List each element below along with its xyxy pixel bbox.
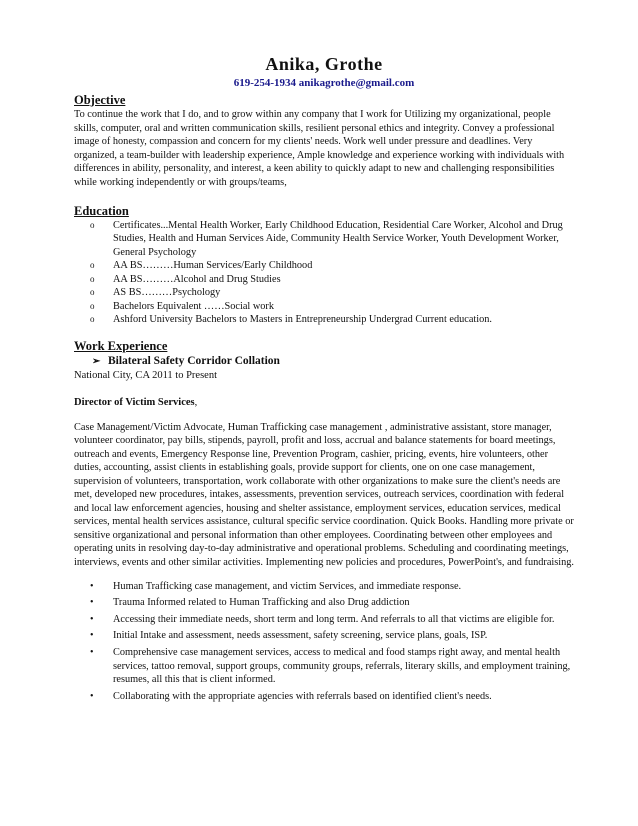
arrow-bullet-icon: ➢ bbox=[92, 355, 101, 367]
circle-bullet-icon: o bbox=[90, 314, 95, 325]
circle-bullet-icon: o bbox=[90, 260, 95, 271]
objective-text: To continue the work that I do, and to grow within any company that I work for Utilizing my organizational, people skills, computer, oral and written communication skills, resilient personal ethics and integrity. Convey a professional image of honesty, compassion and concern for my clients' needs. Work well under pressure and deadlines. Very organized, a team-builder with leadership experience, Ample knowledge and experience working with individuals with differences in ability, personality, and interest, a keen ability to quickly adapt to new and challenging responsibilities while working independently or with groups/teams, bbox=[74, 109, 565, 188]
duties-list bbox=[88, 580, 574, 704]
education-title: Education bbox=[74, 203, 129, 218]
duty-item: • Trauma Informed related to Human Trafficking and also Drug addiction bbox=[90, 597, 410, 609]
duty-item: • Initial Intake and assessment, needs assessment, safety screening, service plans, goals, ISP. bbox=[90, 630, 488, 642]
work-experience-title: Work Experience bbox=[74, 338, 168, 353]
objective-title: Objective bbox=[74, 93, 126, 107]
education-item: o AS BS………Psychology bbox=[90, 287, 221, 299]
job-role: Director of Victim Services, bbox=[74, 396, 198, 408]
employer-heading bbox=[92, 354, 574, 369]
disc-bullet-icon: • bbox=[90, 646, 94, 658]
education-item: o Certificates...Mental Health Worker, Early Childhood Education, Residential Care Worker, Alcohol and Drug Studies, Health and Human Services Aide, Community Health Service Worker, Youth Development Worker, General Psychology bbox=[90, 219, 563, 258]
duty-item: • Collaborating with the appropriate agencies with referrals based on identified client's needs. bbox=[90, 690, 492, 702]
resume-page bbox=[74, 54, 574, 706]
candidate-name: Anika, Grothe bbox=[265, 54, 383, 74]
disc-bullet-icon: • bbox=[90, 597, 94, 609]
disc-bullet-icon: • bbox=[90, 630, 94, 642]
education-item: o Bachelors Equivalent ……Social work bbox=[90, 300, 274, 312]
job-description: Case Management/Victim Advocate, Human Trafficking case management , administrative assistant, store manager, volunteer coordinator, pay bills, stipends, payroll, profit and loss, accrual and balance statements for board meetings, outreach and events, Emergency Response line, Prevention Program, cashier, pricing, events, hire volunteers, other duties, accounting, assist clients in establishing goals, provide support for clients, one on one case management, supervision of volunteers, transportation, work collaborate with other organizations to make sure the client's needs are met, developed new procedures, intakes, assessments, prevention services, outreach services, coordination with federal and local law enforcement agencies, housing and shelter assistance, employment services, education services, medical services, mental health services assistance, cultural specific service coordination. Quick Books. Handling more private or sensitive organizational and personal information than other employees. Coordinating between other employees and operating units in resolving day-to-day administrative and operational problems. Scheduling and coordinating meetings, interviews, events and other similar activities. Implementing new policies and procedures, PowerPoint's, and fundraising. bbox=[74, 421, 574, 569]
circle-bullet-icon: o bbox=[90, 273, 95, 284]
disc-bullet-icon: • bbox=[90, 690, 94, 702]
employer-location: National City, CA 2011 to Present bbox=[74, 369, 218, 381]
education-item: o AA BS………Human Services/Early Childhood bbox=[90, 260, 313, 272]
duty-item: • Accessing their immediate needs, short term and long term. And referrals to all that victims are eligible for. bbox=[90, 613, 555, 625]
disc-bullet-icon: • bbox=[90, 613, 94, 625]
circle-bullet-icon: o bbox=[90, 219, 95, 230]
education-item: o AA BS………Alcohol and Drug Studies bbox=[90, 273, 281, 285]
employer-name: Bilateral Safety Corridor Collation bbox=[108, 354, 280, 367]
circle-bullet-icon: o bbox=[90, 300, 95, 311]
duty-item: • Human Trafficking case management, and victim Services, and immediate response. bbox=[90, 580, 462, 592]
education-item: o Ashford University Bachelors to Masters in Entrepreneurship Undergrad Current education. bbox=[90, 314, 492, 326]
disc-bullet-icon: • bbox=[90, 580, 94, 592]
circle-bullet-icon: o bbox=[90, 287, 95, 298]
education-list bbox=[88, 219, 574, 327]
duty-item: • Comprehensive case management services, access to medical and food stamps right away, and mental health services, tattoo removal, support groups, community groups, referrals, literary skills, and employment training, resumes, all this that is client informed. bbox=[90, 646, 571, 686]
contact-line[interactable]: 619-254-1934 anikagrothe@gmail.com bbox=[233, 77, 415, 89]
